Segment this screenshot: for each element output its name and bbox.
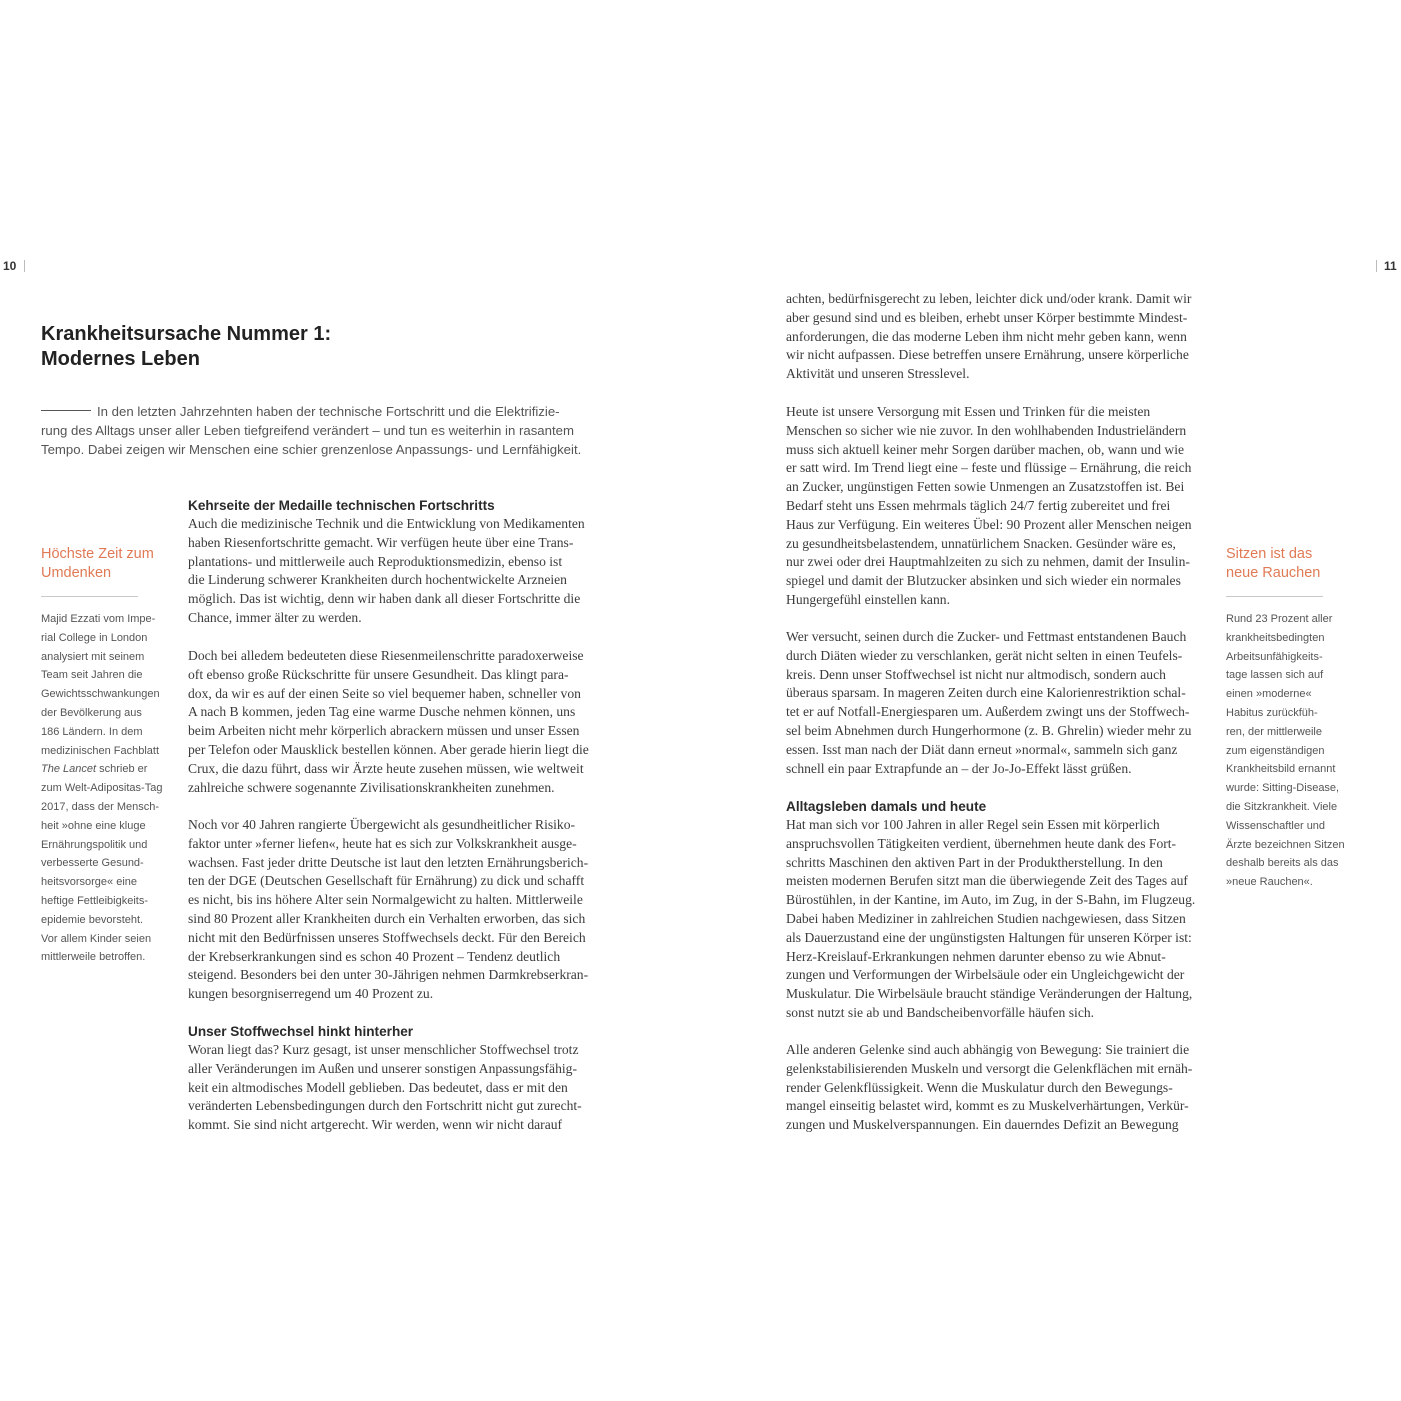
sidebar-line: die Sitzkrankheit. Viele — [1226, 800, 1338, 813]
text-line: Bedarf steht uns Essen mehrmals täglich 24/7 fertig zubereitet und frei — [786, 497, 1171, 513]
paragraph — [786, 628, 1191, 778]
paragraph — [786, 403, 1192, 610]
text-line: Chance, immer älter zu werden. — [188, 609, 362, 625]
sidebar-line: mittlerweile betroffen. — [41, 951, 146, 964]
section-heading: Unser Stoffwechsel hinkt hinterher — [188, 1024, 414, 1039]
text-line: nicht mit den Bedürfnissen unseres Stoffwechsels deckt. Für den Bereich — [188, 929, 586, 945]
sidebar-line: epidemie bevorsteht. — [41, 913, 144, 926]
text-line: oft ebenso große Rückschritte für unsere Gesundheit. Das klingt para- — [188, 666, 569, 682]
sidebar-line: Ernährungspolitik und — [41, 838, 148, 851]
text-line: anforderungen, die das moderne Leben ihm nicht mehr geben kann, wenn — [786, 328, 1187, 344]
sidebar-title-line: Sitzen ist das — [1226, 546, 1313, 562]
text-line: Doch bei alledem bedeuteten diese Riesenmeilenschritte paradoxerweise — [188, 648, 584, 663]
text-line: der Krebserkrankungen sind es schon 40 Prozent – Tendenz deutlich — [188, 948, 561, 964]
text-line: Noch vor 40 Jahren rangierte Übergewicht als gesundheitlicher Risiko- — [188, 817, 576, 832]
section-heading: Alltagsleben damals und heute — [786, 799, 987, 814]
intro-paragraph — [41, 403, 581, 459]
text-line: überaus sparsam. In mageren Zeiten durch eine Kalorienrestriktion schal- — [786, 685, 1186, 701]
text-line: anspruchsvollen Tätigkeiten verdient, übernehmen heute dank des Fort- — [786, 835, 1177, 851]
text-line: faktor unter »ferner liefen«, heute hat es sich zur Volkskrankheit ausge- — [188, 835, 577, 851]
text-line: tet er auf Notfall-Energiesparen um. Außerdem zwingt uns der Stoffwech- — [786, 704, 1190, 720]
intro-line — [41, 403, 581, 422]
sidebar-divider — [1226, 596, 1323, 597]
chapter-title — [41, 322, 331, 372]
text-line: ten der DGE (Deutschen Gesellschaft für Ernährung) zu dick und schafft — [188, 873, 585, 889]
sidebar-title-right — [1226, 545, 1320, 583]
text-line: achten, bedürfnisgerecht zu leben, leichter dick und/oder krank. Damit wir — [786, 291, 1192, 306]
text-line: dox, da wir es auf der einen Seite so viel bequemer haben, schneller von — [188, 685, 581, 701]
text-line: Hat man sich vor 100 Jahren in aller Regel sein Essen mit körperlich — [786, 817, 1160, 832]
text-line: zungen und Verformungen der Wirbelsäule oder ein Ungleichgewicht der — [786, 967, 1185, 983]
text-line: Dabei haben Mediziner in zahlreichen Studien nachgewiesen, dass Sitzen — [786, 910, 1186, 926]
paragraph — [786, 1041, 1192, 1135]
page-number-divider — [24, 260, 25, 272]
sidebar-title-line: Höchste Zeit zum — [41, 546, 154, 562]
page-number-right: 11 — [1384, 259, 1397, 273]
sidebar-line: einen »moderne« — [1226, 688, 1312, 701]
sidebar-line: krankheitsbedingten — [1226, 631, 1325, 644]
chapter-title-line: Krankheitsursache Nummer 1: — [41, 323, 332, 345]
text-line: mangel einseitig belastet wird, kommt es zu Muskelverhärtungen, Verkür- — [786, 1098, 1189, 1114]
text-line: als Dauerzustand eine der ungünstigsten Haltungen für unseren Körper ist: — [786, 929, 1192, 945]
sidebar-title-line: Umdenken — [41, 565, 112, 581]
page-number-left: 10 — [3, 259, 17, 273]
text-line: kommt. Sie sind nicht artgerecht. Wir werden, wenn wir nicht darauf — [188, 1117, 563, 1133]
text-line: render Gelenkflüssigkeit. Wenn die Muskulatur durch den Bewegungs- — [786, 1079, 1173, 1095]
sidebar-line: ren, der mittlerweile — [1226, 725, 1322, 738]
text-line: veränderten Lebensbedingungen durch den Fortschritt nicht gut zurecht- — [188, 1098, 582, 1114]
paragraph — [188, 515, 585, 628]
paragraph — [786, 290, 1191, 384]
sidebar-line: Majid Ezzati vom Impe- — [41, 613, 156, 625]
text-line: keit ein altmodisches Modell geblieben. Das bedeutet, dass er mit den — [188, 1079, 568, 1095]
text-line: Menschen so sicher wie nie zuvor. In den wohlhabenden Industrieländern — [786, 422, 1187, 438]
text-line: er satt wird. Im Trend liegt eine – feste und flüssige – Ernährung, die reich — [786, 460, 1192, 476]
text-line: Heute ist unsere Versorgung mit Essen und Trinken für die meisten — [786, 404, 1151, 419]
text-line: kreis. Denn unser Stoffwechsel ist nicht nur altmodisch, sondern auch — [786, 666, 1166, 682]
sidebar-line: zum Welt-Adipositas-Tag — [41, 782, 163, 795]
text-line: die Linderung schwerer Krankheiten durch hochentwickelte Arzneien — [188, 572, 567, 588]
intro-line-text: In den letzten Jahrzehnten haben der technische Fortschritt und die Elektrifizie- — [97, 404, 560, 419]
text-line: aber gesund sind und es bleiben, erhebt unser Körper bestimmte Mindest- — [786, 309, 1188, 325]
text-line: schnell ein paar Extrapfunde an – der Jo-Jo-Effekt lässt grüßen. — [786, 760, 1132, 776]
text-line: schritts Maschinen den aktiven Part in der Produktherstellung. In den — [786, 854, 1163, 870]
sidebar-line: »neue Rauchen«. — [1226, 876, 1313, 889]
text-line: durch Diäten wieder zu verschlanken, gerät nicht selten in einen Teufels- — [786, 647, 1183, 663]
text-line: an Zucker, ungünstigen Fetten sowie Unmengen an Zusatzstoffen ist. Bei — [786, 479, 1185, 495]
text-line: wachsen. Fast jeder dritte Deutsche ist laut den letzten Ernährungsberich- — [188, 854, 589, 870]
intro-rule — [41, 410, 91, 411]
sidebar-text-left — [41, 610, 162, 967]
intro-line: Tempo. Dabei zeigen wir Menschen eine schier grenzenlose Anpassungs- und Lernfähigkeit. — [41, 441, 582, 457]
sidebar-line: 186 Ländern. In dem — [41, 725, 143, 738]
sidebar-title-line: neue Rauchen — [1226, 565, 1321, 581]
sidebar-line: The Lancet schrieb er — [41, 763, 148, 776]
text-line: Auch die medizinische Technik und die Entwicklung von Medikamenten — [188, 516, 585, 531]
sidebar-title-left — [41, 545, 154, 583]
text-line: A nach B kommen, jeden Tag eine warme Dusche nehmen können, uns — [188, 704, 576, 720]
sidebar-line: Team seit Jahren die — [41, 669, 143, 682]
sidebar-line: wurde: Sitting-Disease, — [1226, 782, 1340, 795]
sidebar-line: Vor allem Kinder seien — [41, 932, 152, 945]
chapter-title-line: Modernes Leben — [41, 348, 200, 370]
sidebar-line: 2017, dass der Mensch- — [41, 800, 160, 813]
text-line: muss sich aktuell keiner mehr Sorgen darüber machen, ob, wann und wie — [786, 441, 1185, 457]
paragraph — [188, 816, 588, 1004]
sidebar-line: der Bevölkerung aus — [41, 706, 142, 719]
intro-line: rung des Alltags unser aller Leben tiefgreifend verändert – und tun es weiterhin in rasantem — [41, 422, 574, 438]
text-line: Crux, die dazu führt, dass wir Ärzte heute zusehen müssen, wie weltweit — [188, 760, 584, 776]
sidebar-line: Krankheitsbild ernannt — [1226, 763, 1336, 776]
text-line: möglich. Das ist wichtig, denn wir haben dank all dieser Fortschritte die — [188, 591, 581, 607]
sidebar-line: analysiert mit seinem — [41, 650, 145, 663]
text-line: wir nicht aufpassen. Diese betreffen unsere Ernährung, unsere körperliche — [786, 347, 1189, 363]
text-line: beim Arbeiten nicht mehr körperlich abrackern müssen und unser Essen — [188, 723, 580, 739]
sidebar-line: Wissenschaftler und — [1226, 819, 1326, 832]
text-line: Bürostühlen, in der Kantine, im Auto, im Zug, in der S-Bahn, im Flugzeug. — [786, 892, 1196, 908]
text-line: Haus zur Verfügung. Ein weiteres Übel: 90 Prozent aller Menschen neigen — [786, 516, 1192, 532]
text-line: haben Riesenfortschritte gemacht. Wir verfügen heute über eine Trans- — [188, 534, 574, 550]
sidebar-line: Gewichtsschwankungen — [41, 688, 160, 701]
text-line: per Telefon oder Mausklick bestellen können. Aber gerade hierin liegt die — [188, 741, 589, 757]
text-line: Aktivität und unseren Stresslevel. — [786, 366, 970, 382]
paragraph — [786, 816, 1195, 1023]
text-line: kungen besorgniserregend um 40 Prozent zu. — [188, 986, 434, 1002]
text-line: plantations- und mittlerweile auch Reproduktionsmedizin, ebenso ist — [188, 553, 563, 569]
paragraph — [188, 1041, 582, 1135]
text-line: zahlreiche schwere sogenannte Zivilisationskrankheiten zunehmen. — [188, 779, 555, 795]
sidebar-line: rial College in London — [41, 631, 148, 644]
sidebar-line: deshalb bereits als das — [1226, 857, 1339, 870]
text-line: meisten modernen Berufen sitzt man die überwiegende Zeit des Tages auf — [786, 873, 1188, 889]
text-line: gelenkstabilisierenden Muskeln und versorgt die Gelenkflächen mit ernäh- — [786, 1060, 1193, 1076]
text-line: Herz-Kreislauf-Erkrankungen nehmen darunter ebenso zu wie Abnut- — [786, 948, 1166, 964]
text-line: sel beim Abnehmen durch Hungerhormone (z. B. Ghrelin) wieder mehr zu — [786, 722, 1192, 738]
sidebar-line: heitsvorsorge« eine — [41, 876, 138, 889]
text-line: Muskulatur. Die Wirbelsäule braucht ständige Veränderungen der Haltung, — [786, 986, 1193, 1002]
sidebar-line: medizinischen Fachblatt — [41, 744, 160, 757]
text-line: zu gesundheitsbelastendem, unnatürlichem Snacken. Gesünder wäre es, — [786, 535, 1176, 551]
text-line: Hungergefühl einstellen kann. — [786, 591, 950, 607]
text-line: aller Veränderungen im Außen und unserer sonstigen Anpassungsfähig- — [188, 1060, 577, 1076]
page-number-divider — [1376, 260, 1377, 272]
sidebar-line: verbesserte Gesund- — [41, 857, 144, 870]
paragraph — [188, 647, 589, 797]
text-line: zungen und Muskelverspannungen. Ein dauerndes Defizit an Bewegung — [786, 1117, 1179, 1133]
text-line: Alle anderen Gelenke sind auch abhängig von Bewegung: Sie trainiert die — [786, 1042, 1190, 1057]
sidebar-line: Ärzte bezeichnen Sitzen — [1226, 838, 1345, 851]
section-heading: Kehrseite der Medaille technischen Fortschritts — [188, 498, 495, 513]
sidebar-line: Rund 23 Prozent aller — [1226, 613, 1333, 625]
sidebar-line: Arbeitsunfähigkeits- — [1226, 650, 1323, 663]
text-line: Woran liegt das? Kurz gesagt, ist unser menschlicher Stoffwechsel trotz — [188, 1042, 579, 1057]
text-line: Wer versucht, seinen durch die Zucker- und Fettmast entstandenen Bauch — [786, 629, 1187, 644]
text-line: es nicht, bis ins höhere Alter sein Normalgewicht zu halten. Mittlerweile — [188, 892, 583, 908]
text-line: spiegel und damit der Blutzucker absinken und sich wieder ein normales — [786, 573, 1181, 589]
sidebar-line: tage lassen sich auf — [1226, 669, 1324, 682]
sidebar-divider — [41, 596, 138, 597]
sidebar-text-right — [1226, 610, 1345, 892]
text-line: sind 80 Prozent aller Krankheiten durch ein Verhalten erworben, das sich — [188, 910, 586, 926]
sidebar-line: heit »ohne eine kluge — [41, 819, 146, 832]
text-line: sonst nutzt sie ab und Bandscheibenvorfälle häufen sich. — [786, 1004, 1095, 1020]
sidebar-line: heftige Fettleibigkeits- — [41, 894, 148, 907]
sidebar-line: Habitus zurückfüh- — [1226, 706, 1318, 719]
text-line: nur zwei oder drei Hauptmahlzeiten zu sich zu nehmen, damit der Insulin- — [786, 554, 1190, 570]
sidebar-line: zum eigenständigen — [1226, 744, 1325, 757]
text-line: steigend. Besonders bei den unter 30-Jährigen nehmen Darmkrebserkran- — [188, 967, 589, 983]
text-line: essen. Isst man nach der Diät dann erneut »normal«, sammeln sich ganz — [786, 741, 1178, 757]
